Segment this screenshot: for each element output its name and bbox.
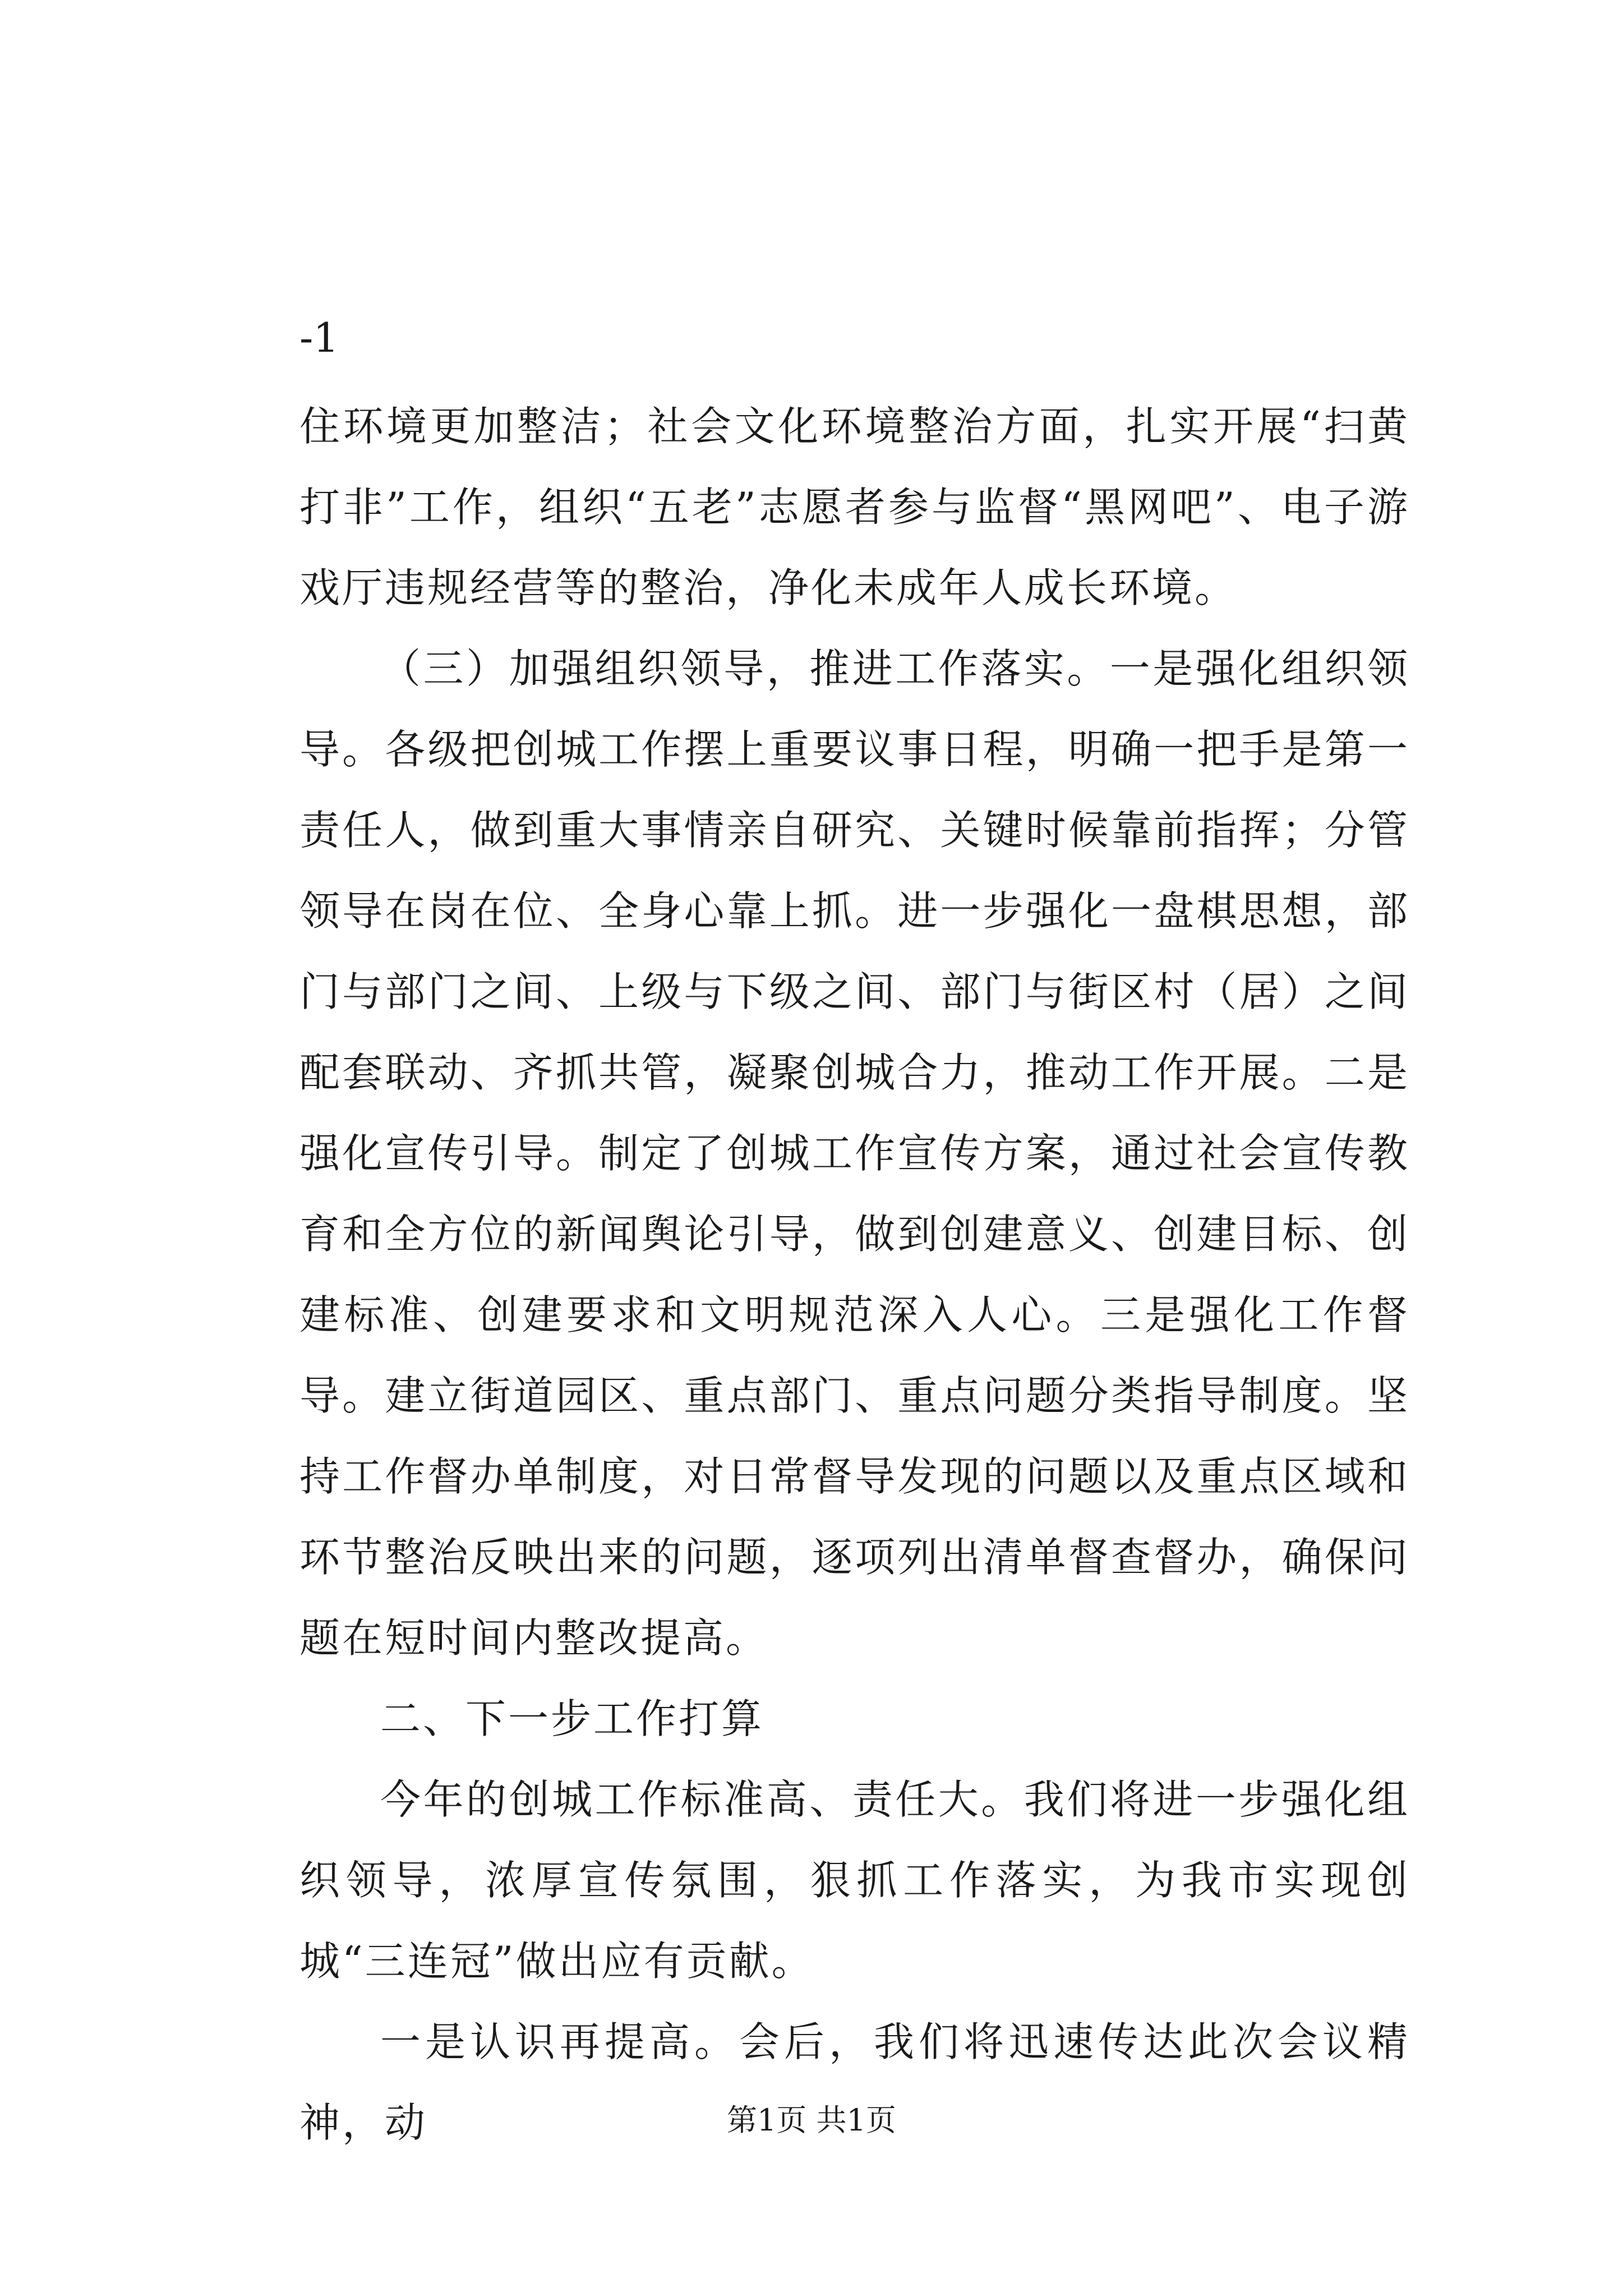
section-heading-next-steps: 二、下一步工作打算 xyxy=(380,1695,764,1742)
paragraph-continuation: 住环境更加整洁；社会文化环境整治方面，扎实开展“扫黄打非”工作，组织“五老”志愿者参与监督“黑网吧”、电子游戏厅违规经营等的整治，净化未成年人成长环境。 xyxy=(299,403,1410,611)
paragraph-point-one: 一是认识再提高。会后，我们将迅速传达此次会议精神，动 xyxy=(299,2018,1410,2146)
paragraph-next-steps-intro: 今年的创城工作标准高、责任大。我们将进一步强化组织领导，浓厚宣传氛围，狠抓工作落实，为我市实现创城“三连冠”做出应有贡献。 xyxy=(299,1776,1410,1985)
page-marker: -1 xyxy=(299,314,339,361)
paragraph-section-three: （三）加强组织领导，推进工作落实。一是强化组织领导。各级把创城工作摆上重要议事日程，明确一把手是第一责任人，做到重大事情亲自研究、关键时候靠前指挥；分管领导在岗在位、全身心靠上抓。进一步强化一盘棋思想，部门与部门之间、上级与下级之间、部门与街区村（居）之间配套联动、齐抓共管，凝聚创城合力，推动工作开展。二是强化宣传引导。制定了创城工作宣传方案，通过社会宣传教育和全方位的新闻舆论引导，做到创建意义、创建目标、创建标准、创建要求和文明规范深入人心。三是强化工作督导。建立街道园区、重点部门、重点问题分类指导制度。坚持工作督办单制度，对日常督导发现的问题以及重点区域和环节整治反映出来的问题，逐项列出清单督查督办，确保问题在短时间内整改提高。 xyxy=(299,645,1410,1662)
document-body xyxy=(299,386,1410,2163)
page-footer: 第1页 共1页 xyxy=(727,2102,896,2138)
